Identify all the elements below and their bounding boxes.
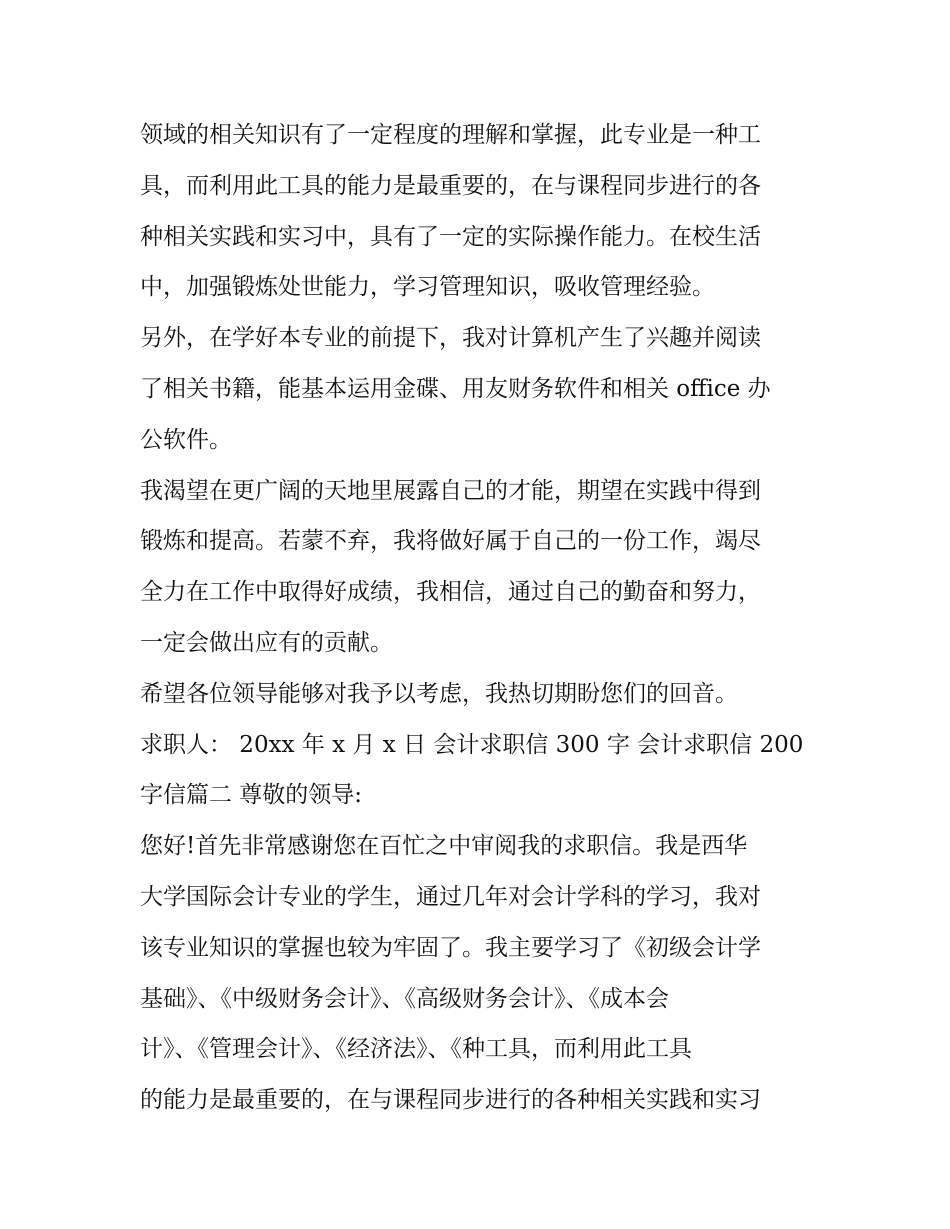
- text-line: 全力在工作中取得好成绩，我相信，通过自己的勤奋和努力，: [140, 579, 761, 606]
- text-line: 希望各位领导能够对我予以考虑，我热切期盼您们的回音。: [140, 680, 738, 707]
- document-body: [140, 110, 830, 1126]
- text-line: 领域的相关知识有了一定程度的理解和掌握，此专业是一种工: [140, 122, 761, 148]
- text-line: 计》、《管理会计》、《经济法》、《种工具，而利用此工具: [140, 1036, 692, 1063]
- text-line: 您好!首先非常感谢您在百忙之中审阅我的求职信。我是西华: [140, 833, 748, 860]
- text-line: 了相关书籍，能基本运用金碟、用友财务软件和相关 office 办: [140, 375, 771, 402]
- text-line: 该专业知识的掌握也较为牢固了。我主要学习了《初级会计学: [140, 934, 761, 961]
- text-line: 字信篇二 尊敬的领导:: [140, 782, 363, 809]
- text-line: 锻炼和提高。若蒙不弃，我将做好属于自己的一份工作，竭尽: [140, 528, 761, 555]
- text-line: 一定会做出应有的贡献。: [140, 629, 393, 656]
- text-line: 另外，在学好本专业的前提下，我对计算机产生了兴趣并阅读: [140, 325, 761, 352]
- text-line: 公软件。: [140, 426, 232, 453]
- text-line: 种相关实践和实习中，具有了一定的实际操作能力。在校生活: [140, 223, 761, 250]
- text-line: 大学国际会计专业的学生，通过几年对会计学科的学习，我对: [140, 883, 761, 910]
- text-line: 我渴望在更广阔的天地里展露自己的才能，期望在实践中得到: [140, 477, 761, 504]
- text-line: 中，加强锻炼处世能力，学习管理知识，吸收管理经验。: [140, 274, 715, 301]
- text-line: 求职人： 20xx 年 x 月 x 日 会计求职信 300 字 会计求职信 200: [140, 731, 804, 758]
- text-line: 基础》、《中级财务会计》、《高级财务会计》、《成本会: [140, 985, 669, 1012]
- text-line: 具，而利用此工具的能力是最重要的，在与课程同步进行的各: [140, 172, 761, 199]
- text-line: 的能力是最重要的，在与课程同步进行的各种相关实践和实习: [140, 1087, 761, 1114]
